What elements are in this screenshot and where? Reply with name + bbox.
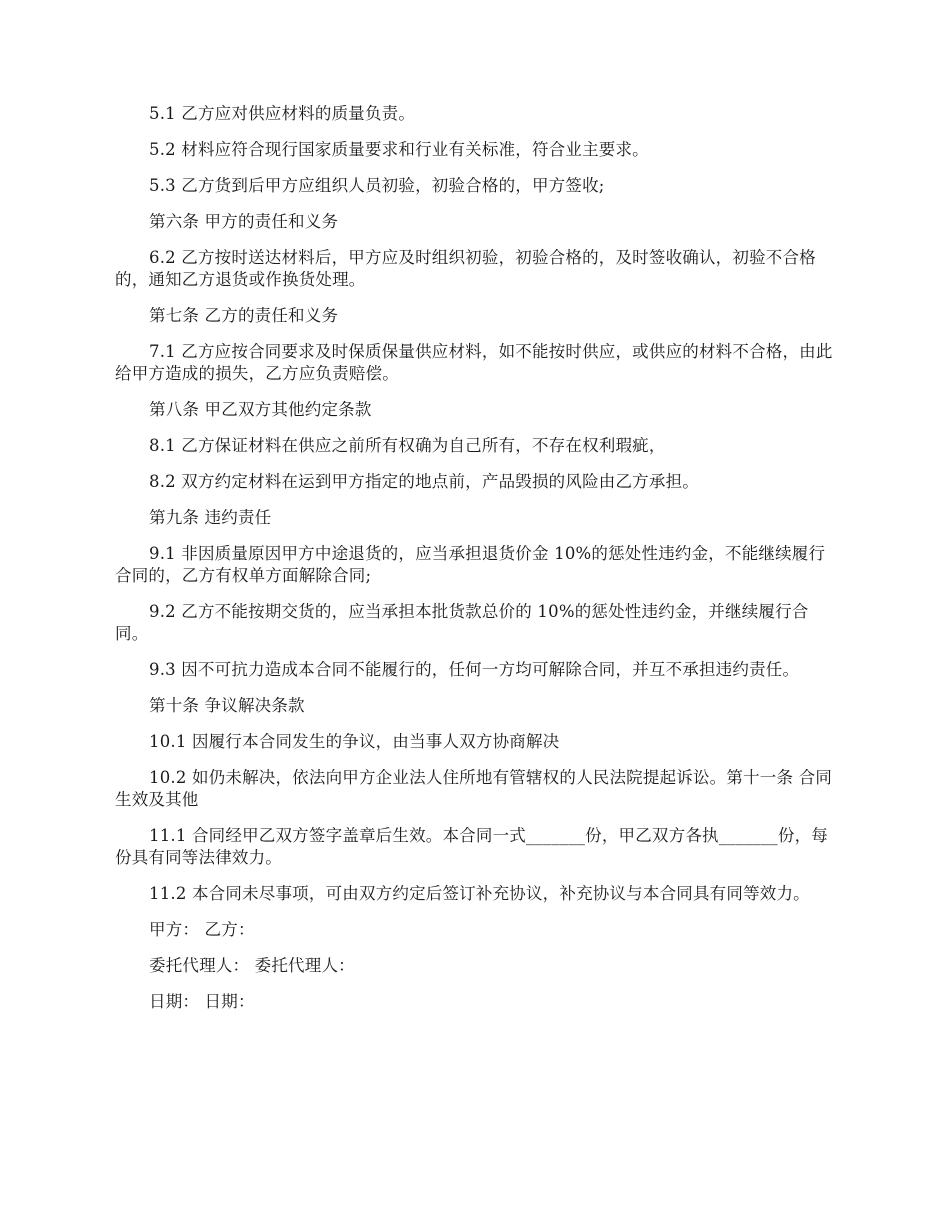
signature-parties: 甲方： 乙方： — [149, 920, 255, 939]
clause-11-2: 11.2 本合同未尽事项，可由双方约定后签订补充协议，补充协议与本合同具有同等效力。 — [149, 884, 810, 903]
signature-dates: 日期： 日期： — [149, 992, 255, 1011]
clause-9-1: 9.1 非因质量原因甲方中途退货的，应当承担退货价金 10%的惩处性违约金，不能继续履行合同的，乙方有权单方面解除合同; — [115, 544, 826, 585]
clause-9-3: 9.3 因不可抗力造成本合同不能履行的，任何一方均可解除合同，并互不承担违约责任。 — [149, 660, 800, 679]
clause-11-1: 11.1 合同经甲乙双方签字盖章后生效。本合同一式_______份，甲乙双方各执_______份，每份具有同等法律效力。 — [115, 826, 828, 867]
clause-9-2: 9.2 乙方不能按期交货的，应当承担本批货款总价的 10%的惩处性违约金，并继续履行合同。 — [115, 602, 809, 643]
article-10-heading: 第十条 争议解决条款 — [149, 696, 305, 715]
clause-10-2: 10.2 如仍未解决，依法向甲方企业法人住所地有管辖权的人民法院提起诉讼。第十一条 合同生效及其他 — [115, 768, 833, 809]
clause-8-2: 8.2 双方约定材料在运到甲方指定的地点前，产品毁损的风险由乙方承担。 — [149, 472, 699, 491]
clause-10-1: 10.1 因履行本合同发生的争议，由当事人双方协商解决 — [149, 732, 560, 751]
article-8-heading: 第八条 甲乙双方其他约定条款 — [149, 400, 372, 419]
clause-5-3: 5.3 乙方货到后甲方应组织人员初验，初验合格的，甲方签收; — [149, 176, 605, 195]
clause-5-1: 5.1 乙方应对供应材料的质量负责。 — [149, 104, 416, 123]
article-6-heading: 第六条 甲方的责任和义务 — [149, 212, 339, 231]
signature-agents: 委托代理人： 委托代理人： — [149, 956, 355, 975]
article-9-heading: 第九条 违约责任 — [149, 508, 272, 527]
clause-8-1: 8.1 乙方保证材料在供应之前所有权确为自己所有，不存在权利瑕疵， — [149, 436, 666, 455]
clause-7-1: 7.1 乙方应按合同要求及时保质保量供应材料，如不能按时供应，或供应的材料不合格，由此给甲方造成的损失，乙方应负责赔偿。 — [115, 342, 833, 383]
article-7-heading: 第七条 乙方的责任和义务 — [149, 306, 339, 325]
clause-5-2: 5.2 材料应符合现行国家质量要求和行业有关标准，符合业主要求。 — [149, 140, 649, 159]
clause-6-2: 6.2 乙方按时送达材料后，甲方应及时组织初验，初验合格的，及时签收确认，初验不合格的，通知乙方退货或作换货处理。 — [115, 248, 816, 289]
